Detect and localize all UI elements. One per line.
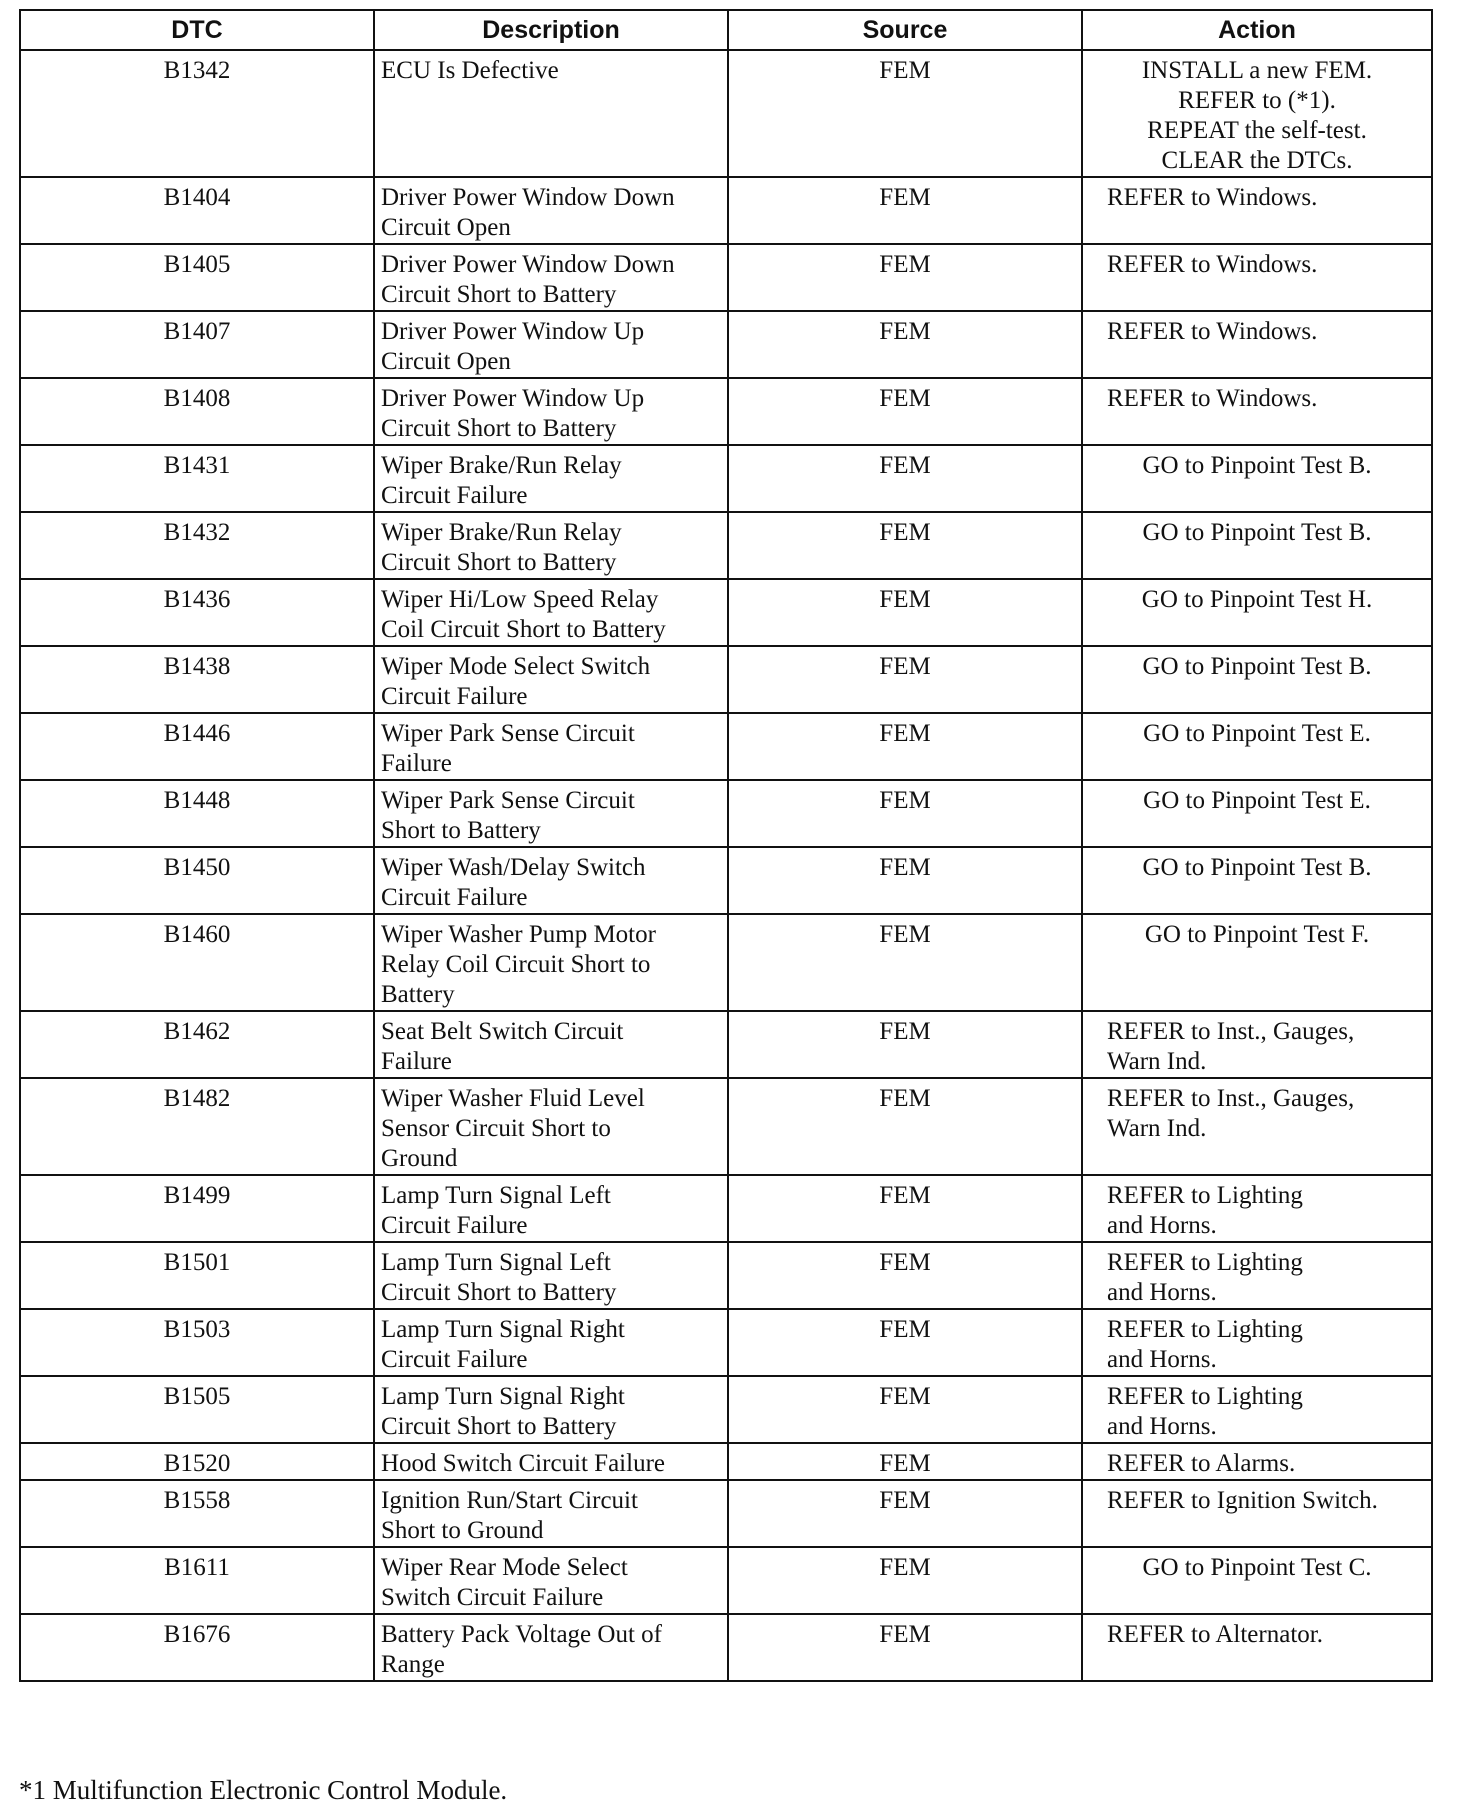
footnote: *1 Multifunction Electronic Control Module. xyxy=(19,1775,508,1805)
source-cell: FEM xyxy=(728,311,1082,378)
description-cell: Lamp Turn Signal Right Circuit Failure xyxy=(374,1309,728,1376)
source-cell: FEM xyxy=(728,378,1082,445)
source-cell: FEM xyxy=(728,579,1082,646)
dtc-code-cell: B1676 xyxy=(20,1614,374,1681)
action-cell: REFER to Inst., Gauges, Warn Ind. xyxy=(1082,1011,1432,1078)
action-cell: REFER to Lighting and Horns. xyxy=(1082,1376,1432,1443)
action-cell: REFER to Ignition Switch. xyxy=(1082,1480,1432,1547)
description-cell: Ignition Run/Start Circuit Short to Ground xyxy=(374,1480,728,1547)
description-cell: Driver Power Window Up Circuit Short to Battery xyxy=(374,378,728,445)
header-description: Description xyxy=(374,10,728,50)
dtc-code-cell: B1611 xyxy=(20,1547,374,1614)
description-cell: Wiper Park Sense Circuit Short to Battery xyxy=(374,780,728,847)
dtc-code-cell: B1520 xyxy=(20,1443,374,1480)
source-cell: FEM xyxy=(728,177,1082,244)
dtc-code-cell: B1482 xyxy=(20,1078,374,1175)
description-cell: Wiper Mode Select Switch Circuit Failure xyxy=(374,646,728,713)
action-cell: REFER to Lighting and Horns. xyxy=(1082,1175,1432,1242)
dtc-code-cell: B1503 xyxy=(20,1309,374,1376)
description-cell: ECU Is Defective xyxy=(374,50,728,177)
action-cell: REFER to Windows. xyxy=(1082,177,1432,244)
description-cell: Wiper Brake/Run Relay Circuit Failure xyxy=(374,445,728,512)
table-row xyxy=(20,1309,1432,1376)
action-cell: INSTALL a new FEM. REFER to (*1). REPEAT the self-test. CLEAR the DTCs. xyxy=(1082,50,1432,177)
table-header-row xyxy=(20,10,1432,50)
table-row xyxy=(20,244,1432,311)
table-row xyxy=(20,1011,1432,1078)
dtc-code-cell: B1408 xyxy=(20,378,374,445)
dtc-code-cell: B1436 xyxy=(20,579,374,646)
action-cell: GO to Pinpoint Test B. xyxy=(1082,847,1432,914)
action-cell: GO to Pinpoint Test B. xyxy=(1082,646,1432,713)
action-cell: REFER to Lighting and Horns. xyxy=(1082,1242,1432,1309)
action-cell: REFER to Alarms. xyxy=(1082,1443,1432,1480)
table-row xyxy=(20,1614,1432,1681)
header-action: Action xyxy=(1082,10,1432,50)
source-cell: FEM xyxy=(728,1443,1082,1480)
source-cell: FEM xyxy=(728,914,1082,1011)
action-cell: REFER to Windows. xyxy=(1082,378,1432,445)
table-row xyxy=(20,1175,1432,1242)
source-cell: FEM xyxy=(728,646,1082,713)
dtc-code-cell: B1505 xyxy=(20,1376,374,1443)
table-row xyxy=(20,713,1432,780)
table-row xyxy=(20,512,1432,579)
description-cell: Driver Power Window Down Circuit Open xyxy=(374,177,728,244)
dtc-code-cell: B1558 xyxy=(20,1480,374,1547)
source-cell: FEM xyxy=(728,445,1082,512)
source-cell: FEM xyxy=(728,512,1082,579)
dtc-code-cell: B1404 xyxy=(20,177,374,244)
source-cell: FEM xyxy=(728,1242,1082,1309)
description-cell: Driver Power Window Up Circuit Open xyxy=(374,311,728,378)
source-cell: FEM xyxy=(728,1309,1082,1376)
source-cell: FEM xyxy=(728,1614,1082,1681)
dtc-code-cell: B1450 xyxy=(20,847,374,914)
source-cell: FEM xyxy=(728,780,1082,847)
table-row xyxy=(20,780,1432,847)
dtc-code-cell: B1460 xyxy=(20,914,374,1011)
action-cell: REFER to Windows. xyxy=(1082,244,1432,311)
header-dtc: DTC xyxy=(20,10,374,50)
description-cell: Wiper Washer Fluid Level Sensor Circuit Short to Ground xyxy=(374,1078,728,1175)
action-cell: GO to Pinpoint Test C. xyxy=(1082,1547,1432,1614)
table-row xyxy=(20,311,1432,378)
table-row xyxy=(20,579,1432,646)
action-cell: GO to Pinpoint Test F. xyxy=(1082,914,1432,1011)
table-row xyxy=(20,914,1432,1011)
action-cell: REFER to Alternator. xyxy=(1082,1614,1432,1681)
source-cell: FEM xyxy=(728,244,1082,311)
header-source: Source xyxy=(728,10,1082,50)
dtc-code-cell: B1448 xyxy=(20,780,374,847)
table-row xyxy=(20,1480,1432,1547)
table-row xyxy=(20,1443,1432,1480)
source-cell: FEM xyxy=(728,50,1082,177)
source-cell: FEM xyxy=(728,1011,1082,1078)
action-cell: GO to Pinpoint Test E. xyxy=(1082,713,1432,780)
description-cell: Battery Pack Voltage Out of Range xyxy=(374,1614,728,1681)
dtc-code-cell: B1407 xyxy=(20,311,374,378)
source-cell: FEM xyxy=(728,1175,1082,1242)
action-cell: REFER to Inst., Gauges, Warn Ind. xyxy=(1082,1078,1432,1175)
description-cell: Lamp Turn Signal Left Circuit Failure xyxy=(374,1175,728,1242)
dtc-code-cell: B1462 xyxy=(20,1011,374,1078)
source-cell: FEM xyxy=(728,847,1082,914)
dtc-table xyxy=(19,9,1433,1682)
action-cell: GO to Pinpoint Test E. xyxy=(1082,780,1432,847)
dtc-code-cell: B1501 xyxy=(20,1242,374,1309)
description-cell: Wiper Rear Mode Select Switch Circuit Failure xyxy=(374,1547,728,1614)
description-cell: Seat Belt Switch Circuit Failure xyxy=(374,1011,728,1078)
table-row xyxy=(20,1078,1432,1175)
description-cell: Wiper Brake/Run Relay Circuit Short to Battery xyxy=(374,512,728,579)
dtc-code-cell: B1432 xyxy=(20,512,374,579)
description-cell: Lamp Turn Signal Right Circuit Short to Battery xyxy=(374,1376,728,1443)
dtc-code-cell: B1446 xyxy=(20,713,374,780)
action-cell: REFER to Lighting and Horns. xyxy=(1082,1309,1432,1376)
table-row xyxy=(20,847,1432,914)
table-row xyxy=(20,177,1432,244)
action-cell: GO to Pinpoint Test H. xyxy=(1082,579,1432,646)
description-cell: Wiper Wash/Delay Switch Circuit Failure xyxy=(374,847,728,914)
source-cell: FEM xyxy=(728,1480,1082,1547)
action-cell: GO to Pinpoint Test B. xyxy=(1082,445,1432,512)
dtc-code-cell: B1431 xyxy=(20,445,374,512)
source-cell: FEM xyxy=(728,1376,1082,1443)
dtc-code-cell: B1342 xyxy=(20,50,374,177)
source-cell: FEM xyxy=(728,1078,1082,1175)
description-cell: Wiper Hi/Low Speed Relay Coil Circuit Short to Battery xyxy=(374,579,728,646)
dtc-code-cell: B1405 xyxy=(20,244,374,311)
table-row xyxy=(20,445,1432,512)
table-row xyxy=(20,1376,1432,1443)
description-cell: Hood Switch Circuit Failure xyxy=(374,1443,728,1480)
action-cell: GO to Pinpoint Test B. xyxy=(1082,512,1432,579)
description-cell: Wiper Washer Pump Motor Relay Coil Circuit Short to Battery xyxy=(374,914,728,1011)
action-cell: REFER to Windows. xyxy=(1082,311,1432,378)
description-cell: Lamp Turn Signal Left Circuit Short to Battery xyxy=(374,1242,728,1309)
dtc-code-cell: B1438 xyxy=(20,646,374,713)
table-row xyxy=(20,378,1432,445)
source-cell: FEM xyxy=(728,1547,1082,1614)
description-cell: Driver Power Window Down Circuit Short to Battery xyxy=(374,244,728,311)
table-body xyxy=(20,50,1432,1681)
description-cell: Wiper Park Sense Circuit Failure xyxy=(374,713,728,780)
table-row xyxy=(20,1547,1432,1614)
table-row xyxy=(20,50,1432,177)
dtc-code-cell: B1499 xyxy=(20,1175,374,1242)
table-row xyxy=(20,646,1432,713)
table-row xyxy=(20,1242,1432,1309)
source-cell: FEM xyxy=(728,713,1082,780)
